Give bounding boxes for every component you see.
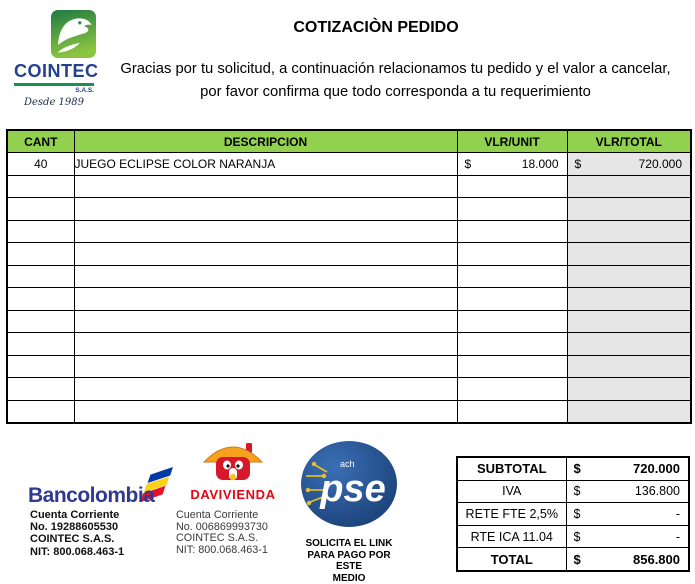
empty-cell — [457, 243, 567, 266]
totals-label-cell: SUBTOTAL — [457, 457, 566, 480]
currency-symbol: $ — [465, 157, 472, 171]
pse-note-line: PARA PAGO POR ESTE — [299, 550, 399, 573]
empty-cell — [457, 310, 567, 333]
empty-cell — [457, 288, 567, 311]
pse-note-line: SOLICITA EL LINK — [299, 538, 399, 550]
items-header-row — [7, 130, 691, 153]
amount: - — [676, 507, 680, 521]
empty-cell — [457, 175, 567, 198]
empty-cell — [74, 378, 457, 401]
totals-row — [457, 525, 689, 548]
empty-cell — [567, 288, 691, 311]
empty-cell — [457, 355, 567, 378]
empty-cell — [74, 288, 457, 311]
amount: 136.800 — [635, 484, 680, 498]
empty-item-row — [7, 243, 691, 266]
totals-row — [457, 548, 689, 571]
cointec-brand-suffix: S.A.S. — [14, 87, 94, 94]
bank-detail-line: Cuenta Corriente — [176, 510, 292, 522]
cointec-tagline: Desde 1989 — [14, 97, 94, 108]
amount: 856.800 — [633, 552, 680, 567]
totals-value-cell — [566, 503, 689, 526]
currency-symbol: $ — [574, 552, 581, 567]
cointec-brand-name: COINTEC — [14, 61, 98, 82]
empty-cell — [567, 198, 691, 221]
item-cant-cell: 40 — [7, 153, 74, 176]
pse-note — [299, 538, 399, 584]
empty-cell — [457, 333, 567, 356]
bank-detail-line: COINTEC S.A.S. — [30, 533, 124, 545]
currency-symbol: $ — [575, 157, 582, 171]
item-vlr-unit-cell — [457, 153, 567, 176]
davivienda-wordmark: DAVIVIENDA — [174, 487, 292, 502]
bank-detail-line: COINTEC S.A.S. — [176, 533, 292, 545]
totals-label-cell: RTE ICA 11.04 — [457, 525, 566, 548]
cointec-brand-underline — [14, 83, 94, 86]
empty-cell — [567, 310, 691, 333]
totals-row — [457, 457, 689, 480]
amount: 18.000 — [522, 157, 559, 171]
currency-symbol: $ — [574, 461, 581, 476]
empty-item-row — [7, 220, 691, 243]
column-header-descripcion: DESCRIPCION — [74, 130, 457, 153]
currency-symbol: $ — [574, 530, 581, 544]
empty-cell — [7, 378, 74, 401]
totals-table-body — [457, 457, 689, 571]
item-vlr-total-cell — [567, 153, 691, 176]
empty-cell — [457, 400, 567, 423]
empty-cell — [567, 265, 691, 288]
item-row — [7, 153, 691, 176]
empty-cell — [74, 220, 457, 243]
totals-row — [457, 480, 689, 503]
bancolombia-details — [30, 509, 124, 558]
empty-cell — [457, 220, 567, 243]
empty-item-row — [7, 355, 691, 378]
amount: 720.000 — [639, 157, 682, 171]
empty-cell — [74, 265, 457, 288]
empty-cell — [457, 198, 567, 221]
empty-cell — [567, 175, 691, 198]
totals-table — [456, 456, 690, 572]
empty-cell — [457, 378, 567, 401]
empty-cell — [7, 355, 74, 378]
amount: 720.000 — [633, 461, 680, 476]
empty-cell — [74, 400, 457, 423]
empty-item-row — [7, 333, 691, 356]
empty-cell — [457, 265, 567, 288]
davivienda-house-icon — [202, 441, 264, 481]
empty-cell — [7, 175, 74, 198]
column-header-cant: CANT — [7, 130, 74, 153]
greeting-line2: por favor confirma que todo corresponda a tu requerimiento — [100, 81, 691, 104]
pse-note-line: MEDIO — [299, 573, 399, 584]
bank-detail-line: NIT: 800.068.463-1 — [30, 546, 124, 558]
empty-cell — [74, 198, 457, 221]
empty-cell — [7, 265, 74, 288]
empty-item-row — [7, 265, 691, 288]
empty-cell — [74, 310, 457, 333]
empty-cell — [74, 243, 457, 266]
empty-cell — [567, 220, 691, 243]
totals-value-cell — [566, 548, 689, 571]
empty-cell — [567, 243, 691, 266]
greeting-line1: Gracias por tu solicitud, a continuación relacionamos tu pedido y el valor a cancelar, — [100, 58, 691, 81]
bank-detail-line: NIT: 800.068.463-1 — [176, 545, 292, 557]
empty-cell — [567, 400, 691, 423]
empty-cell — [74, 355, 457, 378]
empty-cell — [7, 220, 74, 243]
empty-cell — [567, 378, 691, 401]
totals-value-cell — [566, 525, 689, 548]
column-header-vlr-unit: VLR/UNIT — [457, 130, 567, 153]
davivienda-section — [174, 441, 292, 556]
empty-cell — [74, 175, 457, 198]
bank-detail-line: Cuenta Corriente — [30, 509, 124, 521]
empty-item-row — [7, 378, 691, 401]
currency-symbol: $ — [574, 484, 581, 498]
empty-cell — [7, 400, 74, 423]
empty-cell — [7, 198, 74, 221]
empty-cell — [7, 333, 74, 356]
bancolombia-wordmark: Bancolombia — [28, 484, 154, 508]
empty-cell — [7, 288, 74, 311]
pse-logo-icon — [300, 440, 398, 528]
empty-item-row — [7, 288, 691, 311]
bank-detail-line: No. 19288605530 — [30, 521, 124, 533]
empty-cell — [567, 355, 691, 378]
empty-item-row — [7, 198, 691, 221]
column-header-vlr-total: VLR/TOTAL — [567, 130, 691, 153]
empty-item-row — [7, 175, 691, 198]
pse-section — [299, 440, 399, 584]
currency-symbol: $ — [574, 507, 581, 521]
empty-cell — [74, 333, 457, 356]
items-table — [6, 129, 692, 424]
totals-label-cell: TOTAL — [457, 548, 566, 571]
svg-text:ach: ach — [340, 459, 355, 469]
totals-label-cell: RETE FTE 2,5% — [457, 503, 566, 526]
empty-item-row — [7, 400, 691, 423]
page-title: COTIZACIÒN PEDIDO — [60, 19, 692, 37]
empty-cell — [7, 243, 74, 266]
empty-item-row — [7, 310, 691, 333]
totals-value-cell — [566, 457, 689, 480]
amount: - — [676, 530, 680, 544]
empty-cell — [7, 310, 74, 333]
svg-text:pse: pse — [319, 468, 385, 510]
empty-cell — [567, 333, 691, 356]
totals-value-cell — [566, 480, 689, 503]
totals-row — [457, 503, 689, 526]
items-table-body — [7, 153, 691, 424]
davivienda-details — [176, 510, 292, 556]
item-description-cell: JUEGO ECLIPSE COLOR NARANJA — [74, 153, 457, 176]
greeting-text — [100, 58, 691, 104]
totals-label-cell: IVA — [457, 480, 566, 503]
bank-detail-line: No. 006869993730 — [176, 522, 292, 534]
